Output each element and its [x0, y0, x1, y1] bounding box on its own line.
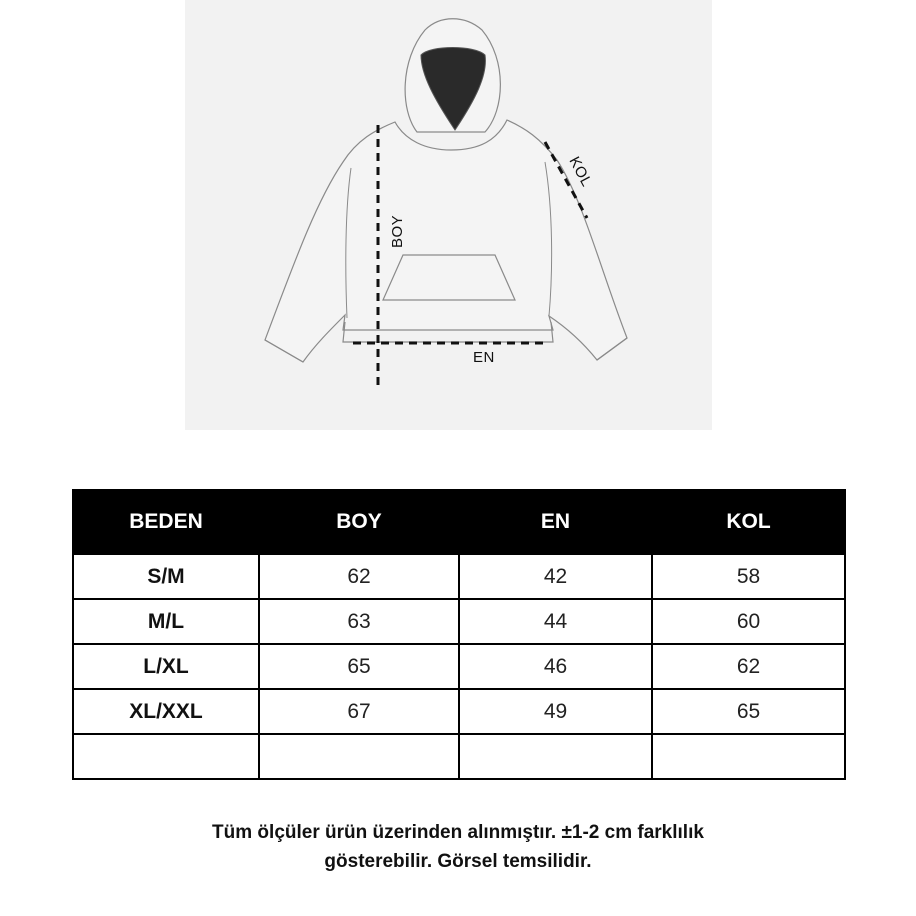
cell-beden: M/L: [73, 599, 259, 644]
disclaimer-note: [0, 818, 916, 876]
cell-en: 44: [459, 599, 652, 644]
size-chart-table: [72, 489, 846, 780]
hoodie-illustration: [185, 0, 712, 430]
kol-label: KOL: [565, 153, 596, 190]
boy-label: BOY: [389, 214, 406, 248]
cell-boy: [259, 734, 459, 779]
cell-en: 42: [459, 554, 652, 599]
header-boy: BOY: [259, 490, 459, 554]
table-row: [73, 644, 845, 689]
cell-beden: [73, 734, 259, 779]
cell-kol: 58: [652, 554, 845, 599]
cell-en: 46: [459, 644, 652, 689]
cell-kol: 62: [652, 644, 845, 689]
cell-en: [459, 734, 652, 779]
disclaimer-line-1: Tüm ölçüler ürün üzerinden alınmıştır. ±1-2 cm farklılık: [212, 822, 704, 843]
header-kol: KOL: [652, 490, 845, 554]
cell-beden: S/M: [73, 554, 259, 599]
cell-kol: 60: [652, 599, 845, 644]
body-outline: [265, 120, 627, 362]
table-row: [73, 554, 845, 599]
table-row: [73, 599, 845, 644]
cell-kol: 65: [652, 689, 845, 734]
cell-boy: 67: [259, 689, 459, 734]
disclaimer-line-2: gösterebilir. Görsel temsilidir.: [324, 851, 592, 872]
cell-kol: [652, 734, 845, 779]
cell-en: 49: [459, 689, 652, 734]
hoodie-diagram: [185, 0, 712, 430]
cell-boy: 62: [259, 554, 459, 599]
cell-beden: L/XL: [73, 644, 259, 689]
cell-boy: 65: [259, 644, 459, 689]
header-beden: BEDEN: [73, 490, 259, 554]
cell-beden: XL/XXL: [73, 689, 259, 734]
table-row: [73, 689, 845, 734]
cell-boy: 63: [259, 599, 459, 644]
table-header-row: [73, 490, 845, 554]
table-row: [73, 734, 845, 779]
header-en: EN: [459, 490, 652, 554]
en-label: EN: [473, 349, 495, 366]
